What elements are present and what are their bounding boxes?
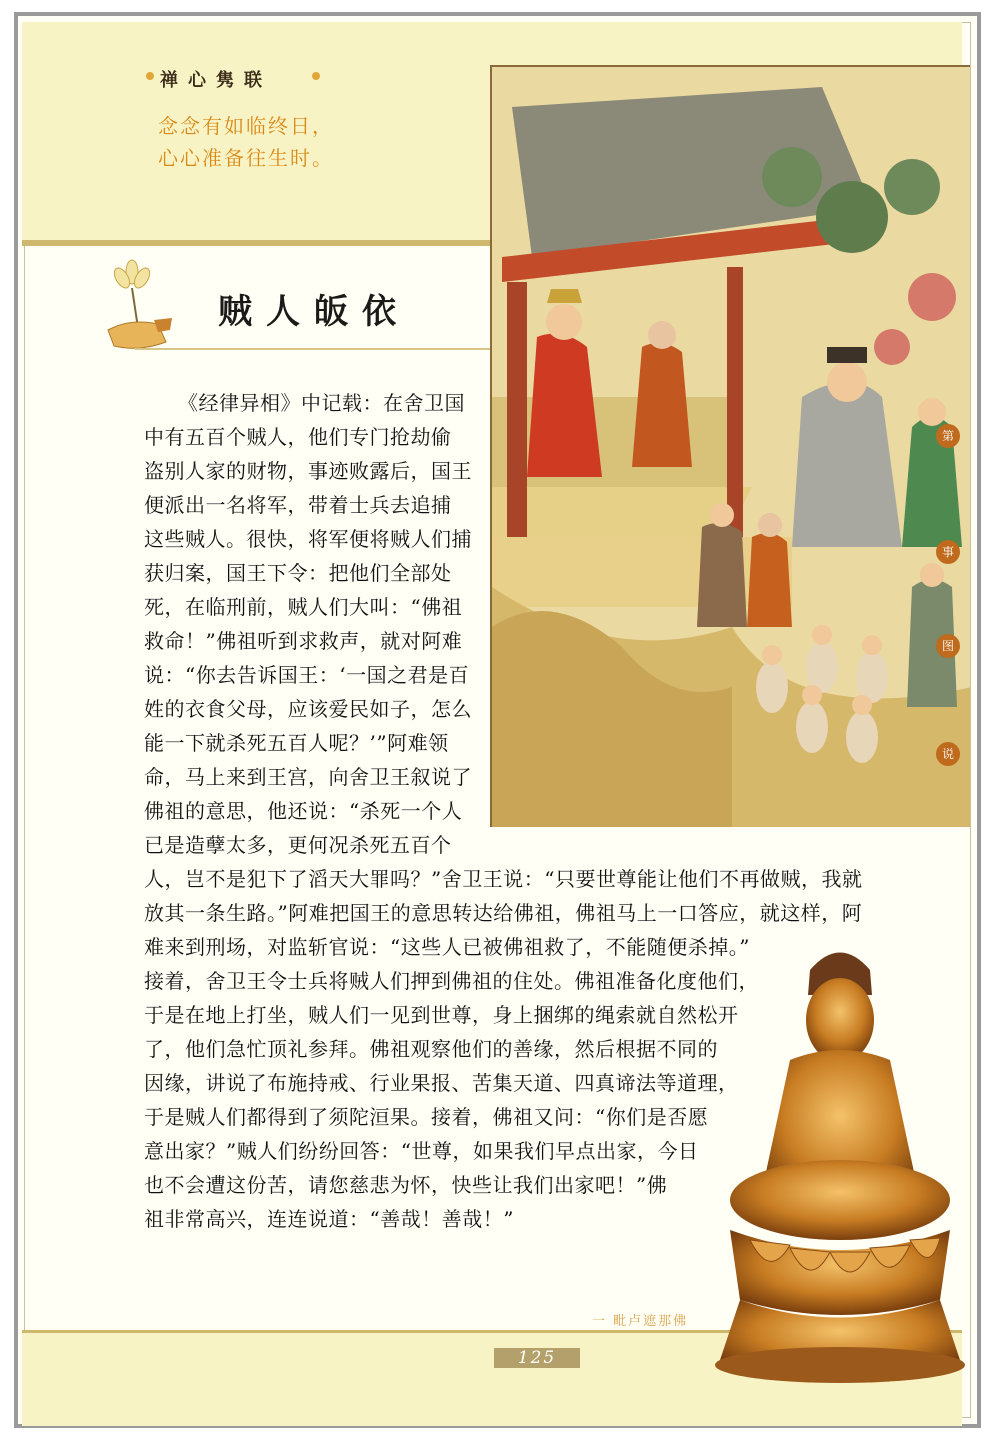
paragraph-line: 已是造孽太多，更何况杀死五百个: [144, 833, 452, 857]
side-tab-char: 说: [936, 742, 960, 766]
series-title: 禅心隽联: [160, 70, 272, 91]
paragraph-line: 佛祖的意思，他还说：“杀死一个人: [144, 799, 463, 823]
paragraph-line: 这些贼人。很快，将军便将贼人们捕: [144, 527, 472, 551]
lotus-dot-icon: [146, 72, 154, 80]
paragraph-line: 死，在临刑前，贼人们大叫：“佛祖: [144, 595, 463, 619]
side-tab-char: 第: [936, 424, 960, 448]
paragraph-line: 于是贼人们都得到了须陀洹果。接着，佛祖又问：“你们是否愿: [144, 1105, 709, 1129]
paragraph-line: 祖非常高兴，连连说道：“善哉！善哉！”: [144, 1207, 514, 1231]
paragraph-line: 也不会遭这份苦，请您慈悲为怀，快些让我们出家吧！”佛: [144, 1173, 668, 1197]
buddha-statue-image: [700, 940, 980, 1400]
side-tab-char: 事: [936, 540, 960, 564]
side-tab-char: 图: [936, 634, 960, 658]
image-caption: 一 毗卢遮那佛: [592, 1314, 689, 1329]
paragraph-line: 人，岂不是犯下了滔天大罪吗？”舍卫王说：“只要世尊能让他们不再做贼，我就: [144, 867, 863, 891]
page-number: 125: [494, 1348, 580, 1368]
paragraph-line: 因缘，讲说了布施持戒、行业果报、苦集天道、四真谛法等道理，: [144, 1071, 739, 1095]
paragraph-line: 中有五百个贼人，他们专门抢劫偷: [144, 425, 452, 449]
verse-line-1: 念念有如临终日，: [158, 114, 334, 138]
paragraph-line: 便派出一名将军，带着士兵去追捕: [144, 493, 452, 517]
verse-line-2: 心心准备往生时。: [158, 146, 334, 170]
paragraph-line: 能一下就杀死五百人呢？’”阿难领: [144, 731, 449, 755]
paragraph-line: 盗别人家的财物，事迹败露后，国王: [144, 459, 472, 483]
paragraph-line: 了，他们急忙顶礼参拜。佛祖观察他们的善缘，然后根据不同的: [144, 1037, 718, 1061]
painting-artwork: [492, 67, 970, 827]
paragraph-line: 意出家？”贼人们纷纷回答：“世尊，如果我们早点出家，今日: [144, 1139, 699, 1163]
paragraph-line: 放其一条生路。”阿难把国王的意思转达给佛祖，佛祖马上一口答应，就这样，阿: [144, 901, 863, 925]
paragraph-line: 接着，舍卫王令士兵将贼人们押到佛祖的住处。佛祖准备化度他们，: [144, 969, 759, 993]
illustration-painting: [490, 65, 970, 827]
paragraph-line: 难来到刑场，对监斩官说：“这些人已被佛祖救了，不能随便杀掉。”: [144, 935, 750, 959]
paragraph-line: 救命！”佛祖听到求救声，就对阿难: [144, 629, 463, 653]
paragraph-line: 获归案，国王下令：把他们全部处: [144, 561, 452, 585]
paragraph-line: 命，马上来到王宫，向舍卫王叙说了: [144, 765, 472, 789]
title-rule: [135, 348, 490, 350]
lotus-dot-icon: [312, 72, 320, 80]
paragraph-line: 《经律异相》中记载：在舍卫国: [178, 391, 465, 415]
lotus-hand-icon: [100, 258, 180, 358]
paragraph-line: 说：“你去告诉国王：‘一国之君是百: [144, 663, 470, 687]
section-title: 贼人皈依: [218, 292, 410, 332]
paragraph-line: 于是在地上打坐，贼人们一见到世尊，身上捆绑的绳索就自然松开: [144, 1003, 739, 1027]
paragraph-line: 姓的衣食父母，应该爱民如子，怎么: [144, 697, 472, 721]
